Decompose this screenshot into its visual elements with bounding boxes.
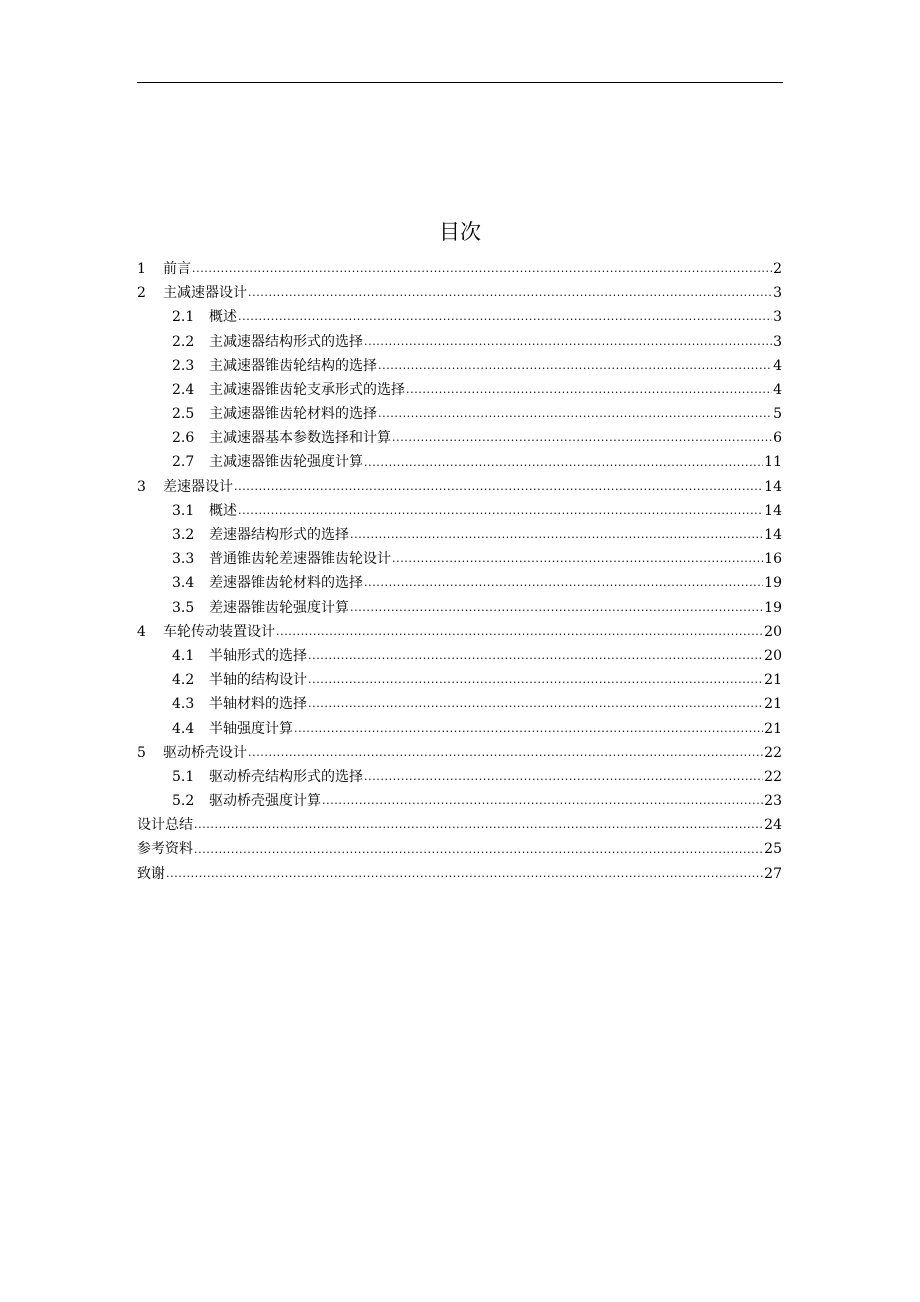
dot-leader <box>364 765 763 789</box>
toc-entry[interactable] <box>137 717 782 741</box>
toc-entry-label: 主减速器基本参数选择和计算 <box>209 430 391 447</box>
dot-leader <box>406 378 772 402</box>
toc-entry[interactable] <box>137 813 782 837</box>
toc-entry-page-number: 14 <box>764 527 782 544</box>
toc-entry[interactable] <box>137 354 782 378</box>
dot-leader <box>378 354 772 378</box>
table-of-contents <box>137 257 782 886</box>
toc-entry-label: 半轴材料的选择 <box>209 696 307 713</box>
toc-entry-page-number: 3 <box>773 333 782 350</box>
toc-entry-number: 4.1 <box>172 647 195 664</box>
toc-entry-page-number: 4 <box>773 381 782 398</box>
toc-entry-page-number: 20 <box>764 647 782 664</box>
toc-entry-number: 3.4 <box>172 575 195 592</box>
toc-entry-number: 4.3 <box>172 696 195 713</box>
toc-entry[interactable] <box>137 475 782 499</box>
toc-entry-number: 2.4 <box>172 381 195 398</box>
toc-entry-number: 2 <box>137 285 146 302</box>
toc-entry-number: 4.4 <box>172 720 195 737</box>
toc-entry[interactable] <box>137 862 782 886</box>
dot-leader <box>364 330 772 354</box>
toc-entry-number: 3 <box>137 478 146 495</box>
toc-entry-number: 3.3 <box>172 551 195 568</box>
toc-entry-label: 主减速器结构形式的选择 <box>209 333 363 350</box>
dot-leader <box>234 475 763 499</box>
toc-entry-label: 半轴的结构设计 <box>209 672 307 689</box>
dot-leader <box>378 402 772 426</box>
toc-entry-number: 1 <box>137 260 146 277</box>
toc-entry-label: 差速器设计 <box>163 478 233 495</box>
toc-entry-page-number: 19 <box>764 599 782 616</box>
toc-entry-label: 主减速器锥齿轮结构的选择 <box>209 357 377 374</box>
dot-leader <box>392 547 763 571</box>
toc-entry[interactable] <box>137 838 782 862</box>
toc-entry[interactable] <box>137 741 782 765</box>
dot-leader <box>194 813 763 837</box>
toc-entry-page-number: 11 <box>764 454 782 471</box>
toc-entry-number: 3.5 <box>172 599 195 616</box>
toc-entry-page-number: 4 <box>773 357 782 374</box>
toc-entry-page-number: 2 <box>773 260 782 277</box>
toc-entry-page-number: 25 <box>764 841 782 858</box>
dot-leader <box>308 668 763 692</box>
toc-entry-number: 4 <box>137 623 146 640</box>
toc-entry-number: 2.2 <box>172 333 195 350</box>
toc-entry-page-number: 19 <box>764 575 782 592</box>
toc-entry-number: 5.2 <box>172 793 195 810</box>
dot-leader <box>294 717 763 741</box>
toc-entry-label: 参考资料 <box>137 841 193 858</box>
toc-entry-page-number: 21 <box>764 672 782 689</box>
dot-leader <box>308 644 763 668</box>
toc-entry-label: 差速器结构形式的选择 <box>209 527 349 544</box>
dot-leader <box>276 620 763 644</box>
toc-entry-page-number: 22 <box>764 768 782 785</box>
toc-entry[interactable] <box>137 426 782 450</box>
dot-leader <box>194 838 763 862</box>
toc-entry-page-number: 27 <box>764 865 782 882</box>
toc-entry-label: 差速器锥齿轮材料的选择 <box>209 575 363 592</box>
toc-entry[interactable] <box>137 523 782 547</box>
dot-leader <box>248 281 772 305</box>
toc-entry[interactable] <box>137 644 782 668</box>
toc-entry-page-number: 3 <box>773 285 782 302</box>
toc-entry-number: 2.6 <box>172 430 195 447</box>
toc-entry-number: 4.2 <box>172 672 195 689</box>
toc-entry-label: 主减速器锥齿轮材料的选择 <box>209 406 377 423</box>
toc-entry-label: 主减速器锥齿轮支承形式的选择 <box>209 381 405 398</box>
toc-entry-label: 概述 <box>209 309 237 326</box>
toc-entry-number: 3.1 <box>172 502 195 519</box>
dot-leader <box>364 451 763 475</box>
toc-entry[interactable] <box>137 305 782 329</box>
toc-entry[interactable] <box>137 692 782 716</box>
toc-entry-label: 设计总结 <box>137 817 193 834</box>
toc-entry-page-number: 23 <box>764 793 782 810</box>
dot-leader <box>392 426 772 450</box>
toc-entry-number: 3.2 <box>172 527 195 544</box>
dot-leader <box>238 499 763 523</box>
toc-entry[interactable] <box>137 257 782 281</box>
toc-entry-label: 差速器锥齿轮强度计算 <box>209 599 349 616</box>
dot-leader <box>248 741 763 765</box>
toc-entry-page-number: 3 <box>773 309 782 326</box>
header-rule <box>137 82 783 83</box>
toc-entry-page-number: 14 <box>764 478 782 495</box>
toc-entry-page-number: 5 <box>773 406 782 423</box>
toc-entry-label: 致谢 <box>137 865 165 882</box>
toc-entry-number: 5.1 <box>172 768 195 785</box>
dot-leader <box>166 862 763 886</box>
dot-leader <box>192 257 772 281</box>
toc-entry-label: 概述 <box>209 502 237 519</box>
dot-leader <box>350 596 763 620</box>
toc-entry-page-number: 22 <box>764 744 782 761</box>
toc-entry-label: 前言 <box>163 260 191 277</box>
toc-entry-number: 5 <box>137 744 146 761</box>
toc-entry-number: 2.7 <box>172 454 195 471</box>
toc-entry-label: 车轮传动装置设计 <box>163 623 275 640</box>
toc-entry-number: 2.5 <box>172 406 195 423</box>
dot-leader <box>322 789 763 813</box>
toc-entry[interactable] <box>137 330 782 354</box>
toc-entry-label: 半轴形式的选择 <box>209 647 307 664</box>
toc-entry[interactable] <box>137 668 782 692</box>
toc-entry-page-number: 16 <box>764 551 782 568</box>
toc-entry-label: 驱动桥壳强度计算 <box>209 793 321 810</box>
toc-entry-page-number: 6 <box>773 430 782 447</box>
dot-leader <box>238 305 772 329</box>
toc-entry[interactable] <box>137 620 782 644</box>
toc-entry[interactable] <box>137 402 782 426</box>
toc-entry-page-number: 20 <box>764 623 782 640</box>
toc-entry-label: 驱动桥壳结构形式的选择 <box>209 768 363 785</box>
toc-entry[interactable] <box>137 765 782 789</box>
toc-entry-label: 半轴强度计算 <box>209 720 293 737</box>
page-title: 目次 <box>439 220 481 244</box>
toc-entry-page-number: 21 <box>764 720 782 737</box>
toc-entry-label: 驱动桥壳设计 <box>163 744 247 761</box>
toc-entry[interactable] <box>137 547 782 571</box>
toc-entry-page-number: 21 <box>764 696 782 713</box>
toc-entry[interactable] <box>137 499 782 523</box>
toc-entry[interactable] <box>137 281 782 305</box>
toc-entry[interactable] <box>137 596 782 620</box>
dot-leader <box>350 523 763 547</box>
dot-leader <box>308 692 763 716</box>
toc-entry[interactable] <box>137 451 782 475</box>
toc-entry-label: 主减速器锥齿轮强度计算 <box>209 454 363 471</box>
toc-entry-number: 2.1 <box>172 309 195 326</box>
toc-entry-page-number: 14 <box>764 502 782 519</box>
toc-entry-page-number: 24 <box>764 817 782 834</box>
dot-leader <box>364 571 763 595</box>
toc-entry-number: 2.3 <box>172 357 195 374</box>
toc-entry-label: 主减速器设计 <box>163 285 247 302</box>
toc-entry[interactable] <box>137 571 782 595</box>
toc-entry[interactable] <box>137 378 782 402</box>
toc-entry[interactable] <box>137 789 782 813</box>
toc-entry-label: 普通锥齿轮差速器锥齿轮设计 <box>209 551 391 568</box>
